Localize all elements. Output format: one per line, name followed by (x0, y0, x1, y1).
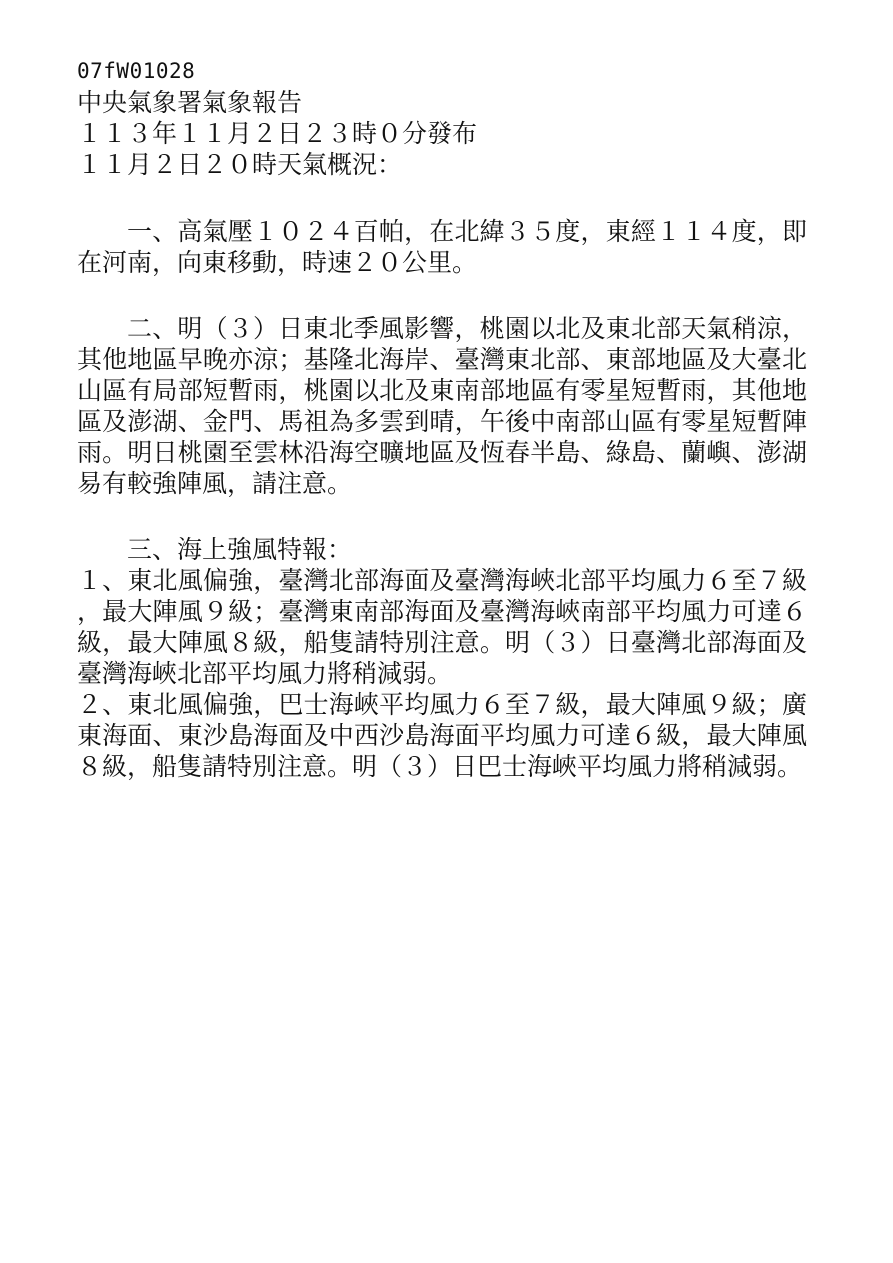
overview-heading: １１月２日２０時天氣概況： (77, 150, 403, 179)
report-code: 07fW01028 (77, 59, 196, 83)
high-pressure-paragraph: 一、高氣壓１０２４百帕，在北緯３５度，東經１１４度，即在河南，向東移動，時速２０公里。 (77, 217, 807, 277)
agency-title: 中央氣象署氣象報告 (77, 88, 303, 117)
marine-warning-heading: 三、海上強風特報： (127, 535, 353, 564)
marine-warning-item-1: １、東北風偏強，臺灣北部海面及臺灣海峽北部平均風力６至７級，最大陣風９級；臺灣東南部海面及臺灣海峽南部平均風力可達６級，最大陣風８級，船隻請特別注意。明（３）日臺灣北部海面及臺灣海峽北部平均風力將稍減弱。 (77, 566, 807, 688)
weather-report-document (77, 56, 807, 782)
marine-warning-item-2: ２、東北風偏強，巴士海峽平均風力６至７級，最大陣風９級；廣東海面、東沙島海面及中西沙島海面平均風力可達６級，最大陣風８級，船隻請特別注意。明（３）日巴士海峽平均風力將稍減弱。 (77, 690, 807, 781)
issue-time: １１３年１１月２日２３時０分發布 (77, 119, 478, 148)
forecast-paragraph: 二、明（３）日東北季風影響，桃園以北及東北部天氣稍涼，其他地區早晚亦涼；基隆北海岸、臺灣東北部、東部地區及大臺北山區有局部短暫雨，桃園以北及東南部地區有零星短暫雨，其他地區及澎湖、金門、馬祖為多雲到晴，午後中南部山區有零星短暫陣雨。明日桃園至雲林沿海空曠地區及恆春半島、綠島、蘭嶼、澎湖易有較強陣風，請注意。 (77, 314, 807, 498)
